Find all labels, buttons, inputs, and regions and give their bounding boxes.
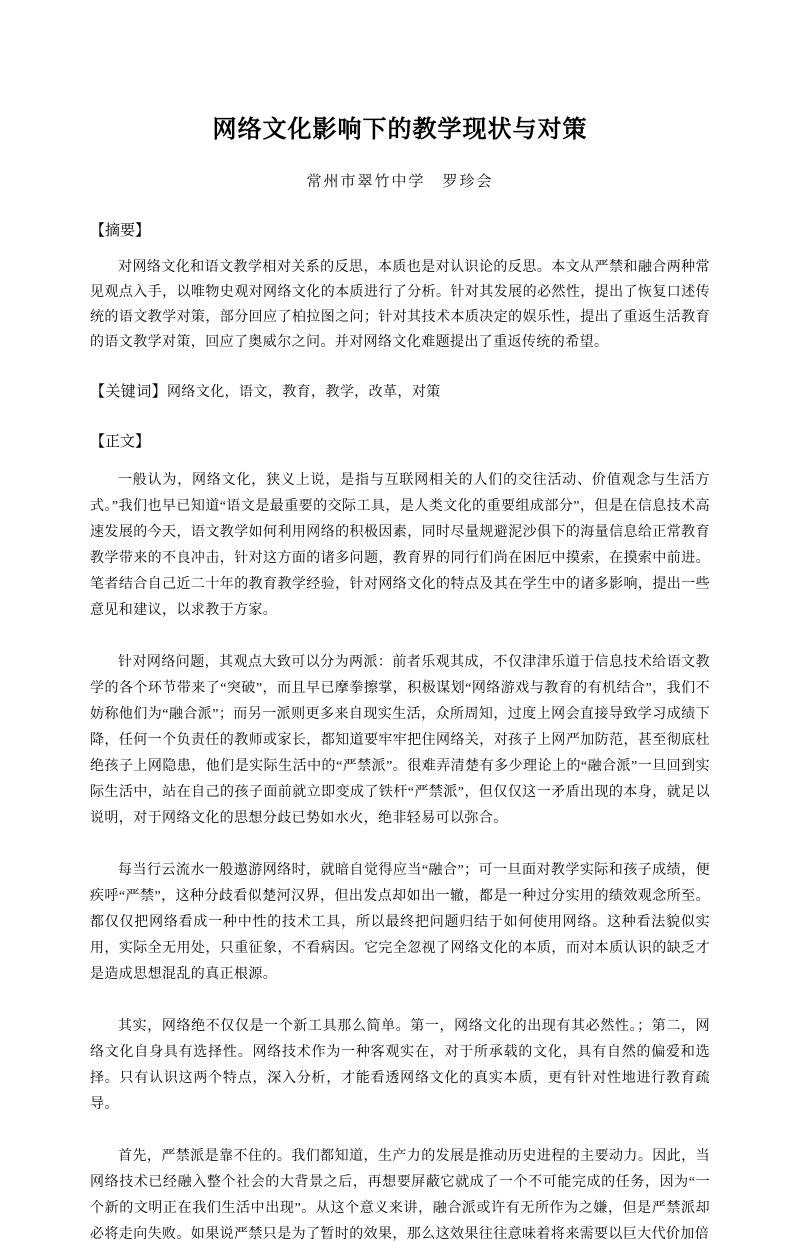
body-paragraph-4: 其实，网络绝不仅仅是一个新工具那么简单。第一，网络文化的出现有其必然性。；第二，网络文化自身具有选择性。网络技术作为一种客观实在，对于所承载的文化，具有自然的偏爱和选择。只有认识这两个特点，深入分析，才能看透网络文化的真实本质，更有针对性地进行教育疏导。 (90, 1019, 710, 1112)
abstract-label: 【摘要】 (90, 223, 151, 239)
keywords-label: 【关键词】 (90, 384, 168, 400)
body-label: 【正文】 (90, 434, 151, 450)
body-paragraph-1: 一般认为，网络文化，狭义上说，是指与互联网相关的人们的交往活动、价值观念与生活方式。”我们也早已知道“语文是最重要的交际工具，是人类文化的重要组成部分”，但是在信息技术高速发展的今天，语文教学如何利用网络的积极因素，同时尽量规避泥沙俱下的海量信息给正常教育教学带来的不良冲击，针对这方面的诸多问题，教育界的同行们尚在困厄中摸索，在摸索中前进。笔者结合自己近二十年的教育教学经验，针对网络文化的特点及其在学生中的诸多影响，提出一些意见和建议，以求教于方家。 (90, 473, 710, 618)
body-paragraph-5: 首先，严禁派是靠不住的。我们都知道，生产力的发展是推动历史进程的主要动力。因此，当网络技术已经融入整个社会的大背景之后，再想要屏蔽它就成了一个不可能完成的任务，因为“一个新的文明正在我们生活中出现”。从这个意义来讲，融合派或许有无所作为之嫌，但是严禁派却必将走向失败。如果说严禁只是为了暂时的效果，那么这效果往往意味着将来需要以巨大代价加倍 (90, 1149, 710, 1242)
body-paragraph-3: 每当行云流水一般遨游网络时，就暗自觉得应当“融合”；可一旦面对教学实际和孩子成绩，便疾呼“严禁”，这种分歧看似楚河汉界，但出发点却如出一辙，都是一种过分实用的绩效观念所至。都仅仅把网络看成一种中性的技术工具，所以最终把问题归结于如何使用网络。这种看法貌似实用，实际全无用处，只重征象，不看病因。它完全忽视了网络文化的本质，而对本质认识的缺乏才是造成思想混乱的真正根源。 (90, 863, 710, 982)
document-content (90, 0, 710, 1248)
author-affiliation-line: 常州市翠竹中学 罗珍会 (306, 174, 494, 190)
document-title: 网络文化影响下的教学现状与对策 (212, 116, 588, 143)
abstract-text: 对网络文化和语文教学相对关系的反思，本质也是对认识论的反思。本文从严禁和融合两种常见观点入手，以唯物史观对网络文化的本质进行了分析。针对其发展的必然性，提出了恢复口述传统的语文教学对策，部分回应了柏拉图之问；针对其技术本质决定的娱乐性，提出了重返生活教育的语文教学对策，回应了奥威尔之问。并对网络文化难题提出了重返传统的希望。 (90, 260, 710, 350)
keywords-line (90, 380, 710, 405)
keywords-text: 网络文化，语文，教育，教学，改革，对策 (167, 385, 441, 400)
body-paragraph-2: 针对网络问题，其观点大致可以分为两派：前者乐观其成，不仅津津乐道于信息技术给语文教学的各个环节带来了“突破”，而且早已摩拳擦掌，积极谋划“网络游戏与教育的有机结合”，我们不妨称他们为“融合派”；而另一派则更多来自现实生活，众所周知，过度上网会直接导致学习成绩下降，任何一个负责任的教师或家长，都知道要牢牢把住网络关，对孩子上网严加防范，甚至彻底杜绝孩子上网隐患，他们是实际生活中的“严禁派”。很难弄清楚有多少理论上的“融合派”一旦回到实际生活中，站在自己的孩子面前就立即变成了铁杆“严禁派”，但仅仅这一矛盾出现的本身，就足以说明，对于网络文化的思想分歧已势如水火，绝非轻易可以弥合。 (90, 655, 710, 826)
